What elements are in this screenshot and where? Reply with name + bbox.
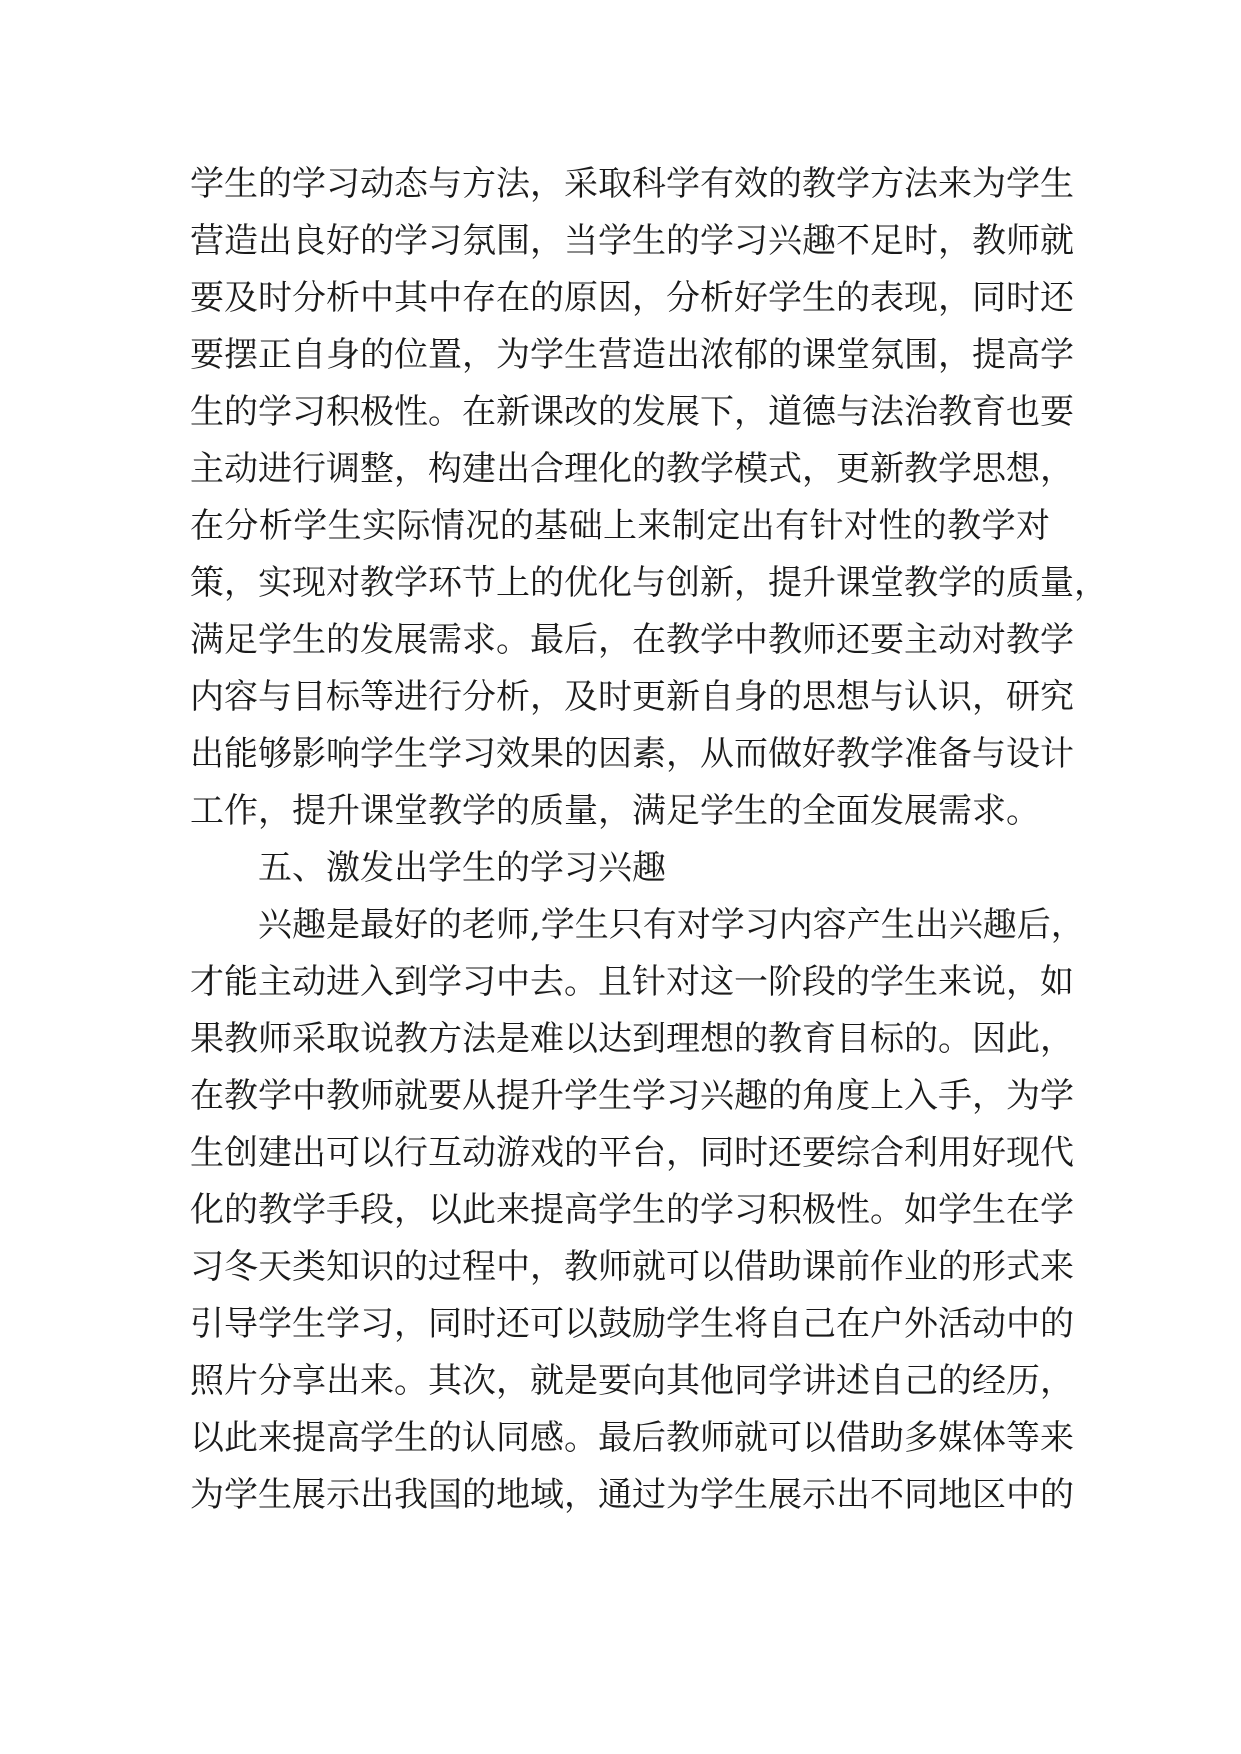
paragraph-line: 策，实现对教学环节上的优化与创新，提升课堂教学的质量， <box>190 563 1108 603</box>
document-body <box>190 156 1108 1524</box>
paragraph-line: 要摆正自身的位置，为学生营造出浓郁的课堂氛围，提高学 <box>190 335 1074 375</box>
section-heading: 五、激发出学生的学习兴趣 <box>258 848 666 888</box>
paragraph-line: 营造出良好的学习氛围，当学生的学习兴趣不足时，教师就 <box>190 221 1074 261</box>
paragraph-line: 在分析学生实际情况的基础上来制定出有针对性的教学对 <box>190 506 1050 546</box>
paragraph-line: 要及时分析中其中存在的原因，分析好学生的表现，同时还 <box>190 278 1074 318</box>
paragraph-line: 化的教学手段，以此来提高学生的学习积极性。如学生在学 <box>190 1190 1074 1230</box>
paragraph-line: 出能够影响学生学习效果的因素，从而做好教学准备与设计 <box>190 734 1074 774</box>
paragraph-line: 以此来提高学生的认同感。最后教师就可以借助多媒体等来 <box>190 1418 1074 1458</box>
paragraph-line: 果教师采取说教方法是难以达到理想的教育目标的。因此， <box>190 1019 1074 1059</box>
paragraph-line: 生的学习积极性。在新课改的发展下，道德与法治教育也要 <box>190 392 1074 432</box>
paragraph-line: 照片分享出来。其次，就是要向其他同学讲述自己的经历， <box>190 1361 1074 1401</box>
paragraph-line: 兴趣是最好的老师,学生只有对学习内容产生出兴趣后， <box>258 905 1085 945</box>
paragraph-line: 满足学生的发展需求。最后，在教学中教师还要主动对教学 <box>190 620 1074 660</box>
paragraph-line: 习冬天类知识的过程中，教师就可以借助课前作业的形式来 <box>190 1247 1074 1287</box>
paragraph-line: 为学生展示出我国的地域，通过为学生展示出不同地区中的 <box>190 1475 1074 1515</box>
paragraph-line: 引导学生学习，同时还可以鼓励学生将自己在户外活动中的 <box>190 1304 1074 1344</box>
paragraph-line: 生创建出可以行互动游戏的平台，同时还要综合利用好现代 <box>190 1133 1074 1173</box>
paragraph-line: 内容与目标等进行分析，及时更新自身的思想与认识，研究 <box>190 677 1074 717</box>
paragraph-line: 工作，提升课堂教学的质量，满足学生的全面发展需求。 <box>190 791 1040 831</box>
paragraph-line: 才能主动进入到学习中去。且针对这一阶段的学生来说，如 <box>190 962 1074 1002</box>
paragraph-line: 学生的学习动态与方法，采取科学有效的教学方法来为学生 <box>190 164 1074 204</box>
paragraph-line: 主动进行调整，构建出合理化的教学模式，更新教学思想， <box>190 449 1074 489</box>
paragraph-line: 在教学中教师就要从提升学生学习兴趣的角度上入手，为学 <box>190 1076 1074 1116</box>
